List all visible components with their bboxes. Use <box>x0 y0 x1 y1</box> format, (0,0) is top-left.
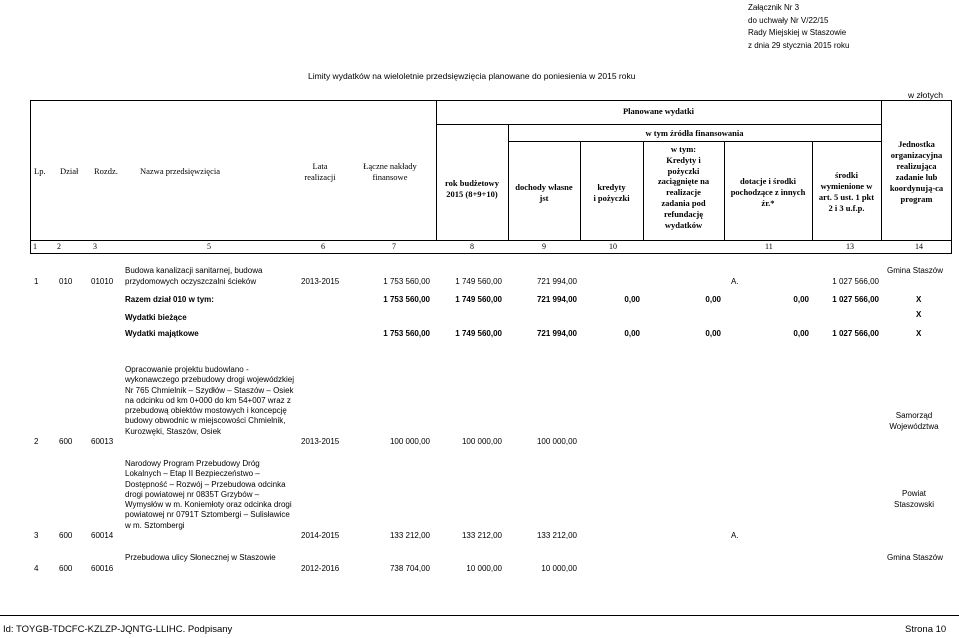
row3-dochody: 133 212,00 <box>536 531 577 540</box>
row4-dzial: 600 <box>59 564 73 573</box>
summary-razem-dotacje: 0,00 <box>793 295 809 304</box>
row2-dochody: 100 000,00 <box>536 437 577 446</box>
colnum-14: 14 <box>915 242 923 251</box>
row1-lp: 1 <box>34 277 39 286</box>
row4-rozdz: 60016 <box>91 564 114 573</box>
colnum-9: 9 <box>542 242 546 251</box>
summary-razem-wtym: 0,00 <box>705 295 721 304</box>
row3-rok: 133 212,00 <box>461 531 502 540</box>
row3-dzial: 600 <box>59 531 73 540</box>
header-nazwa: Nazwa przedsięwzięcia <box>140 166 220 176</box>
row4-lp: 4 <box>34 564 39 573</box>
attachment-line-2: do uchwały Nr V/22/15 <box>748 15 829 25</box>
row1-rok: 1 749 560,00 <box>455 277 502 286</box>
header-srodki: środki wymienione w art. 5 ust. 1 pkt 2 i 3 u.f.p. <box>818 170 875 213</box>
summary-razem-naklady: 1 753 560,00 <box>383 295 430 304</box>
colnum-11: 11 <box>765 242 773 251</box>
header-planned-border <box>436 124 881 125</box>
row4-dochody: 10 000,00 <box>541 564 577 573</box>
row2-dzial: 600 <box>59 437 73 446</box>
vline-rok <box>436 100 437 240</box>
row3-jednostka: Powiat Staszowski <box>893 489 934 509</box>
row3-lp: 3 <box>34 531 39 540</box>
header-lp: Lp. <box>34 166 46 176</box>
header-wtym: w tym: Kredyty i pożyczki zaciągnięte na realizacje zadania pod refundację wydatków <box>657 144 710 230</box>
colnum-5: 5 <box>207 242 211 251</box>
row1-rozdz: 01010 <box>91 277 114 286</box>
row2-rozdz: 60013 <box>91 437 114 446</box>
header-kredyty: kredyty i pożyczki <box>593 182 630 203</box>
attachment-line-1: Załącznik Nr 3 <box>748 3 800 12</box>
header-dzial: Dział <box>60 166 79 176</box>
row3-marker: A. <box>731 531 739 540</box>
row2-lata: 2013-2015 <box>301 437 340 446</box>
row1-nazwa-2: przydomowych oczyszczalni ścieków <box>125 277 257 286</box>
header-naklady: Łączne nakłady finansowe <box>363 161 417 182</box>
header-dochody: dochody własne jst <box>515 182 573 203</box>
row4-naklady: 738 704,00 <box>389 564 430 573</box>
row4-rok: 10 000,00 <box>466 564 502 573</box>
row4-lata: 2012-2016 <box>301 564 340 573</box>
summary-razem-x: X <box>916 295 922 304</box>
row3-naklady: 133 212,00 <box>389 531 430 540</box>
summary-razem-label: Razem dział 010 w tym: <box>125 295 214 304</box>
row1-lata: 2013-2015 <box>301 277 340 286</box>
summary-razem-srodki: 1 027 566,00 <box>832 295 879 304</box>
colnum-10: 10 <box>609 242 617 251</box>
summary-majatkowe-label: Wydatki majątkowe <box>125 329 199 338</box>
header-top-border <box>30 100 952 101</box>
summary-razem-kredyty: 0,00 <box>624 295 640 304</box>
colnum-7: 7 <box>392 242 396 251</box>
summary-majatkowe-dochody: 721 994,00 <box>536 329 577 338</box>
colnum-1: 1 <box>33 242 37 251</box>
header-left-border <box>30 100 31 253</box>
attachment-note <box>748 2 849 52</box>
summary-majatkowe-rok: 1 749 560,00 <box>455 329 502 338</box>
summary-majatkowe-x: X <box>916 329 922 338</box>
summary-biezace-label: Wydatki bieżące <box>125 313 187 322</box>
row1-naklady: 1 753 560,00 <box>383 277 430 286</box>
row1-dochody: 721 994,00 <box>536 277 577 286</box>
header-rok: rok budżetowy 2015 (8+9+10) <box>445 178 499 199</box>
header-jednostka: Jednostka organizacyjna realizująca zadanie lub koordynują-ca program <box>889 139 944 204</box>
row3-nazwa: Narodowy Program Przebudowy Dróg Lokalnych – Etap II Bezpieczeństwo – Dostępność – Rozwój – Przebudowa odcinka drogi powiatowej nr 0835T Grzybów – Wymysłów w m. Koniemłoty oraz odcinka drogi powiatowej nr 0791T Sztombergi – Sulisławice w m. Sztombergi <box>125 459 292 530</box>
summary-majatkowe-dotacje: 0,00 <box>793 329 809 338</box>
header-dotacje: dotacje i środki pochodzące z innych źr.* <box>730 176 806 208</box>
footer-divider <box>0 615 959 616</box>
row1-srodki: 1 027 566,00 <box>832 277 879 286</box>
row2-lp: 2 <box>34 437 39 446</box>
colnum-3: 3 <box>93 242 97 251</box>
footer-page: Strona 10 <box>905 624 947 635</box>
row2-jednostka: Samorząd Województwa <box>889 411 939 431</box>
row4-nazwa: Przebudowa ulicy Słonecznej w Staszowie <box>125 553 276 562</box>
colnum-6: 6 <box>321 242 325 251</box>
colnum-13: 13 <box>846 242 854 251</box>
row2-nazwa: Opracowanie projektu budowlano - wykonawczego przebudowy drogi wojewódzkiej Nr 765 Chmielnik – Szydłów – Staszów – Osiek na odcinku od km 0+000 do km 54+007 wraz z przebudową obiektów mostowych i koncepcję budowy obwodnic w miejscowości Chmielnik, Kurozwęki, Staszów, Osiek <box>125 365 294 436</box>
colnum-8: 8 <box>470 242 474 251</box>
summary-majatkowe-kredyty: 0,00 <box>624 329 640 338</box>
row4-jednostka: Gmina Staszów <box>887 553 944 562</box>
summary-razem-rok: 1 749 560,00 <box>455 295 502 304</box>
header-sources-border <box>508 141 881 142</box>
row2-naklady: 100 000,00 <box>389 437 430 446</box>
header-bottom-border <box>30 240 952 241</box>
row3-rozdz: 60014 <box>91 531 114 540</box>
summary-majatkowe-srodki: 1 027 566,00 <box>832 329 879 338</box>
attachment-line-3: Rady Miejskiej w Staszowie <box>748 28 847 37</box>
header-lata: Lata realizacji <box>304 161 336 182</box>
row1-nazwa-1: Budowa kanalizacji sanitarnej, budowa <box>125 266 263 275</box>
colnum-bottom-border <box>30 253 952 254</box>
summary-majatkowe-wtym: 0,00 <box>705 329 721 338</box>
summary-biezace-x: X <box>916 310 922 319</box>
colnum-2: 2 <box>57 242 61 251</box>
header-rozdz: Rozdz. <box>94 166 118 176</box>
row1-jednostka: Gmina Staszów <box>887 266 944 275</box>
row1-marker: A. <box>731 277 739 286</box>
footer-id: Id: TOYGB-TDCFC-KZLZP-JQNTG-LLIHC. Podpisany <box>3 624 233 635</box>
row1-dzial: 010 <box>59 277 73 286</box>
attachment-line-4: z dnia 29 stycznia 2015 roku <box>748 40 850 50</box>
summary-razem-dochody: 721 994,00 <box>536 295 577 304</box>
header-zrodla: w tym źródła finansowania <box>645 128 744 138</box>
unit-label: w złotych <box>908 90 943 100</box>
row2-rok: 100 000,00 <box>461 437 502 446</box>
document-title: Limity wydatków na wieloletnie przedsięwzięcia planowane do poniesienia w 2015 roku <box>308 71 636 81</box>
summary-majatkowe-naklady: 1 753 560,00 <box>383 329 430 338</box>
row3-lata: 2014-2015 <box>301 531 340 540</box>
header-planowane: Planowane wydatki <box>622 106 695 116</box>
